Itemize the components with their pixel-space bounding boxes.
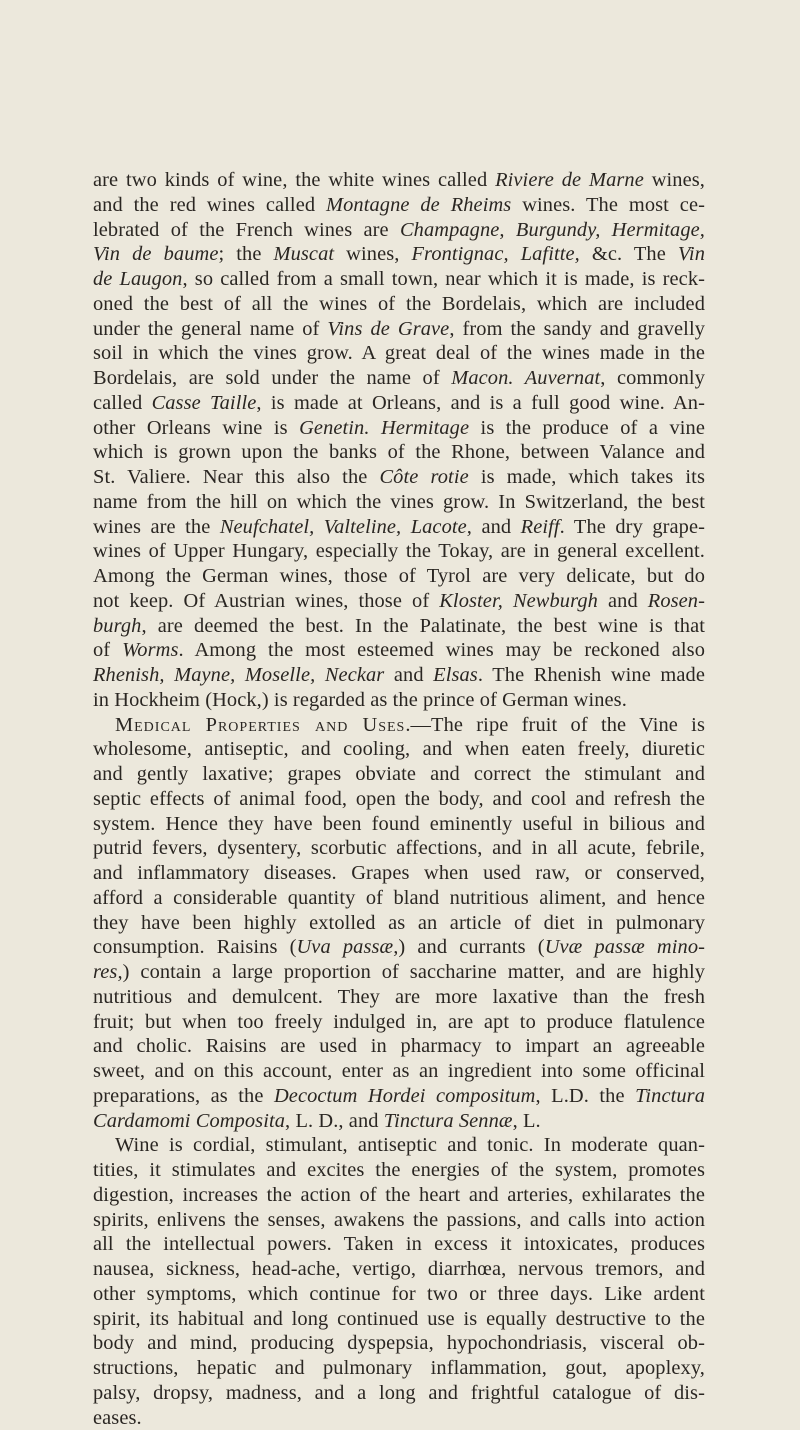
italic-run: Vin de baume bbox=[93, 243, 218, 265]
text-run: preparations, as the bbox=[93, 1085, 274, 1107]
text-run: and bbox=[472, 516, 521, 538]
italic-run: Uva passæ, bbox=[296, 936, 398, 958]
text-run: all the intellectual powers. Taken in excess it intoxicates, produces bbox=[93, 1233, 705, 1255]
text-run: Wine is cordial, stimulant, antiseptic and tonic. In moderate quan- bbox=[115, 1134, 705, 1156]
text-line bbox=[93, 812, 705, 837]
italic-run: de Laugon bbox=[93, 268, 182, 290]
text-run: spirit, its habitual and long continued use is equally destructive to the bbox=[93, 1308, 705, 1330]
text-run: Bordelais, are sold under the name of bbox=[93, 367, 451, 389]
text-line bbox=[93, 465, 705, 490]
text-line bbox=[93, 589, 705, 614]
text-run: system. Hence they have been found eminently useful in bilious and bbox=[93, 813, 705, 835]
text-run: digestion, increases the action of the heart and arteries, exhilarates the bbox=[93, 1184, 705, 1206]
text-line bbox=[93, 1356, 705, 1381]
text-run: nausea, sickness, head-ache, vertigo, diarrhœa, nervous tremors, and bbox=[93, 1258, 705, 1280]
text-run: tities, it stimulates and excites the energies of the system, promotes bbox=[93, 1159, 705, 1181]
small-caps-heading: Medical Properties and Uses bbox=[115, 714, 405, 736]
italic-run: Casse Taille bbox=[152, 392, 257, 414]
text-run: wines, bbox=[334, 243, 411, 265]
text-line bbox=[93, 638, 705, 663]
text-run: putrid fevers, dysentery, scorbutic affections, and in all acute, febrile, bbox=[93, 837, 705, 859]
text-run: name from the hill on which the vines grow. In Switzerland, the best bbox=[93, 491, 705, 513]
text-run: is the produce of a vine bbox=[469, 417, 705, 439]
text-run: Among the German wines, those of Tyrol are very delicate, but do bbox=[93, 565, 705, 587]
text-line bbox=[93, 515, 705, 540]
text-line bbox=[93, 1109, 705, 1134]
italic-run: Riviere de Marne bbox=[495, 169, 644, 191]
text-line bbox=[93, 341, 705, 366]
text-run: spirits, enlivens the senses, awakens the passions, and calls into action bbox=[93, 1209, 705, 1231]
text-run: ) contain a large proportion of saccharine matter, and are highly bbox=[123, 961, 705, 983]
italic-run: Vins de Grave bbox=[327, 318, 449, 340]
text-run: and cholic. Raisins are used in pharmacy to impart an agreeable bbox=[93, 1035, 705, 1057]
text-run: wines. The most ce- bbox=[511, 194, 705, 216]
text-run: body and mind, producing dyspepsia, hypochondriasis, visceral ob- bbox=[93, 1332, 705, 1354]
text-line bbox=[93, 267, 705, 292]
italic-run: Uvæ passæ mino- bbox=[545, 936, 705, 958]
text-line bbox=[93, 762, 705, 787]
text-run: . Among the most esteemed wines may be reckoned also bbox=[179, 639, 706, 661]
text-run: and gently laxative; grapes obviate and correct the stimulant and bbox=[93, 763, 705, 785]
text-line bbox=[93, 960, 705, 985]
text-line bbox=[93, 663, 705, 688]
text-line bbox=[93, 1331, 705, 1356]
text-run: .—The ripe fruit of the Vine is bbox=[405, 714, 705, 736]
text-run: , is made at Orleans, and is a full good wine. An- bbox=[256, 392, 705, 414]
italic-run: Rosen- bbox=[648, 590, 705, 612]
italic-run: Neufchatel, Valteline, Lacote, bbox=[220, 516, 472, 538]
italic-run: Elsas bbox=[433, 664, 478, 686]
text-line bbox=[93, 1133, 705, 1158]
text-run: in Hockheim (Hock,) is regarded as the prince of German wines. bbox=[93, 689, 627, 711]
text-line bbox=[93, 193, 705, 218]
text-line bbox=[93, 787, 705, 812]
text-run: under the general name of bbox=[93, 318, 327, 340]
text-run: , commonly bbox=[600, 367, 705, 389]
text-run: &c. The bbox=[580, 243, 678, 265]
text-run: oned the best of all the wines of the Bordelais, which are included bbox=[93, 293, 705, 315]
text-line bbox=[93, 1059, 705, 1084]
text-run: , so called from a small town, near which it is made, is reck- bbox=[182, 268, 705, 290]
text-run: other Orleans wine is bbox=[93, 417, 299, 439]
text-line bbox=[93, 985, 705, 1010]
text-run: and bbox=[598, 590, 648, 612]
italic-run: Kloster, Newburgh bbox=[439, 590, 598, 612]
text-line bbox=[93, 935, 705, 960]
italic-run: Rhenish, Mayne, Moselle, Neckar bbox=[93, 664, 384, 686]
text-run: , L. D., and bbox=[285, 1110, 384, 1132]
text-run: and the red wines called bbox=[93, 194, 326, 216]
text-run: . The Rhenish wine made bbox=[478, 664, 705, 686]
text-run: lebrated of the French wines are bbox=[93, 219, 400, 241]
italic-run: Worms bbox=[122, 639, 178, 661]
text-line bbox=[93, 218, 705, 243]
text-line bbox=[93, 242, 705, 267]
text-line bbox=[93, 737, 705, 762]
text-line bbox=[93, 1307, 705, 1332]
text-run: soil in which the vines grow. A great deal of the wines made in the bbox=[93, 342, 705, 364]
text-line bbox=[93, 688, 705, 713]
text-run: wines, bbox=[644, 169, 705, 191]
text-run: eases. bbox=[93, 1407, 142, 1429]
text-run: , L.D. the bbox=[536, 1085, 636, 1107]
text-line bbox=[93, 168, 705, 193]
text-line bbox=[93, 1208, 705, 1233]
text-run: . The dry grape- bbox=[560, 516, 705, 538]
text-line bbox=[93, 317, 705, 342]
text-line bbox=[93, 539, 705, 564]
italic-run: Tinctura Sennæ bbox=[384, 1110, 513, 1132]
text-line bbox=[93, 490, 705, 515]
text-line bbox=[93, 391, 705, 416]
text-line bbox=[93, 1084, 705, 1109]
text-run: , L. bbox=[513, 1110, 541, 1132]
text-run: wines of Upper Hungary, especially the Tokay, are in general excellent. bbox=[93, 540, 705, 562]
text-run: and inflammatory diseases. Grapes when used raw, or conserved, bbox=[93, 862, 705, 884]
text-run: called bbox=[93, 392, 152, 414]
text-line bbox=[93, 713, 705, 738]
text-line bbox=[93, 440, 705, 465]
italic-run: burgh bbox=[93, 615, 141, 637]
text-run: St. Valiere. Near this also the bbox=[93, 466, 379, 488]
text-run: palsy, dropsy, madness, and a long and frightful catalogue of dis- bbox=[93, 1382, 705, 1404]
text-line bbox=[93, 1183, 705, 1208]
italic-run: Vin bbox=[678, 243, 705, 265]
text-run: are two kinds of wine, the white wines called bbox=[93, 169, 495, 191]
text-line bbox=[93, 1282, 705, 1307]
text-line bbox=[93, 886, 705, 911]
text-run: ; the bbox=[218, 243, 273, 265]
italic-run: Champagne, Burgundy, Hermitage, bbox=[400, 219, 705, 241]
italic-run: Muscat bbox=[274, 243, 335, 265]
text-run: , are deemed the best. In the Palatinate, the best wine is that bbox=[141, 615, 705, 637]
text-line bbox=[93, 1232, 705, 1257]
italic-run: Decoctum Hordei compositum bbox=[274, 1085, 536, 1107]
text-run: ) and currants ( bbox=[398, 936, 544, 958]
italic-run: Côte rotie bbox=[379, 466, 468, 488]
text-run: not keep. Of Austrian wines, those of bbox=[93, 590, 439, 612]
italic-run: Frontignac, Lafitte, bbox=[411, 243, 579, 265]
text-line bbox=[93, 1158, 705, 1183]
text-line bbox=[93, 1257, 705, 1282]
italic-run: Tinctura bbox=[635, 1085, 705, 1107]
text-line bbox=[93, 836, 705, 861]
text-run: , from the sandy and gravelly bbox=[449, 318, 705, 340]
text-line bbox=[93, 366, 705, 391]
text-run: nutritious and demulcent. They are more laxative than the fresh bbox=[93, 986, 705, 1008]
text-line bbox=[93, 1010, 705, 1035]
text-run: which is grown upon the banks of the Rhone, between Valance and bbox=[93, 441, 705, 463]
text-run: they have been highly extolled as an article of diet in pulmonary bbox=[93, 912, 705, 934]
italic-run: Cardamomi Composita bbox=[93, 1110, 285, 1132]
text-run: of bbox=[93, 639, 122, 661]
body-text bbox=[93, 168, 705, 1430]
italic-run: Macon. Auvernat bbox=[451, 367, 600, 389]
text-run: septic effects of animal food, open the body, and cool and refresh the bbox=[93, 788, 705, 810]
text-line bbox=[93, 416, 705, 441]
italic-run: res, bbox=[93, 961, 123, 983]
italic-run: Genetin. Hermitage bbox=[299, 417, 469, 439]
text-line bbox=[93, 911, 705, 936]
text-run: is made, which takes its bbox=[469, 466, 705, 488]
text-run: and bbox=[384, 664, 433, 686]
text-run: wholesome, antiseptic, and cooling, and when eaten freely, diuretic bbox=[93, 738, 705, 760]
text-line bbox=[93, 292, 705, 317]
text-run: other symptoms, which continue for two or three days. Like ardent bbox=[93, 1283, 705, 1305]
text-run: consumption. Raisins ( bbox=[93, 936, 296, 958]
text-run: wines are the bbox=[93, 516, 220, 538]
text-line bbox=[93, 1381, 705, 1406]
text-line bbox=[93, 1034, 705, 1059]
text-line bbox=[93, 861, 705, 886]
text-run: sweet, and on this account, enter as an ingredient into some officinal bbox=[93, 1060, 705, 1082]
text-run: fruit; but when too freely indulged in, are apt to produce flatulence bbox=[93, 1011, 705, 1033]
italic-run: Montagne de Rheims bbox=[326, 194, 511, 216]
text-line bbox=[93, 1406, 705, 1430]
text-line bbox=[93, 614, 705, 639]
text-run: afford a considerable quantity of bland nutritious aliment, and hence bbox=[93, 887, 705, 909]
text-run: structions, hepatic and pulmonary inflammation, gout, apoplexy, bbox=[93, 1357, 705, 1379]
text-line bbox=[93, 564, 705, 589]
italic-run: Reiff bbox=[521, 516, 560, 538]
